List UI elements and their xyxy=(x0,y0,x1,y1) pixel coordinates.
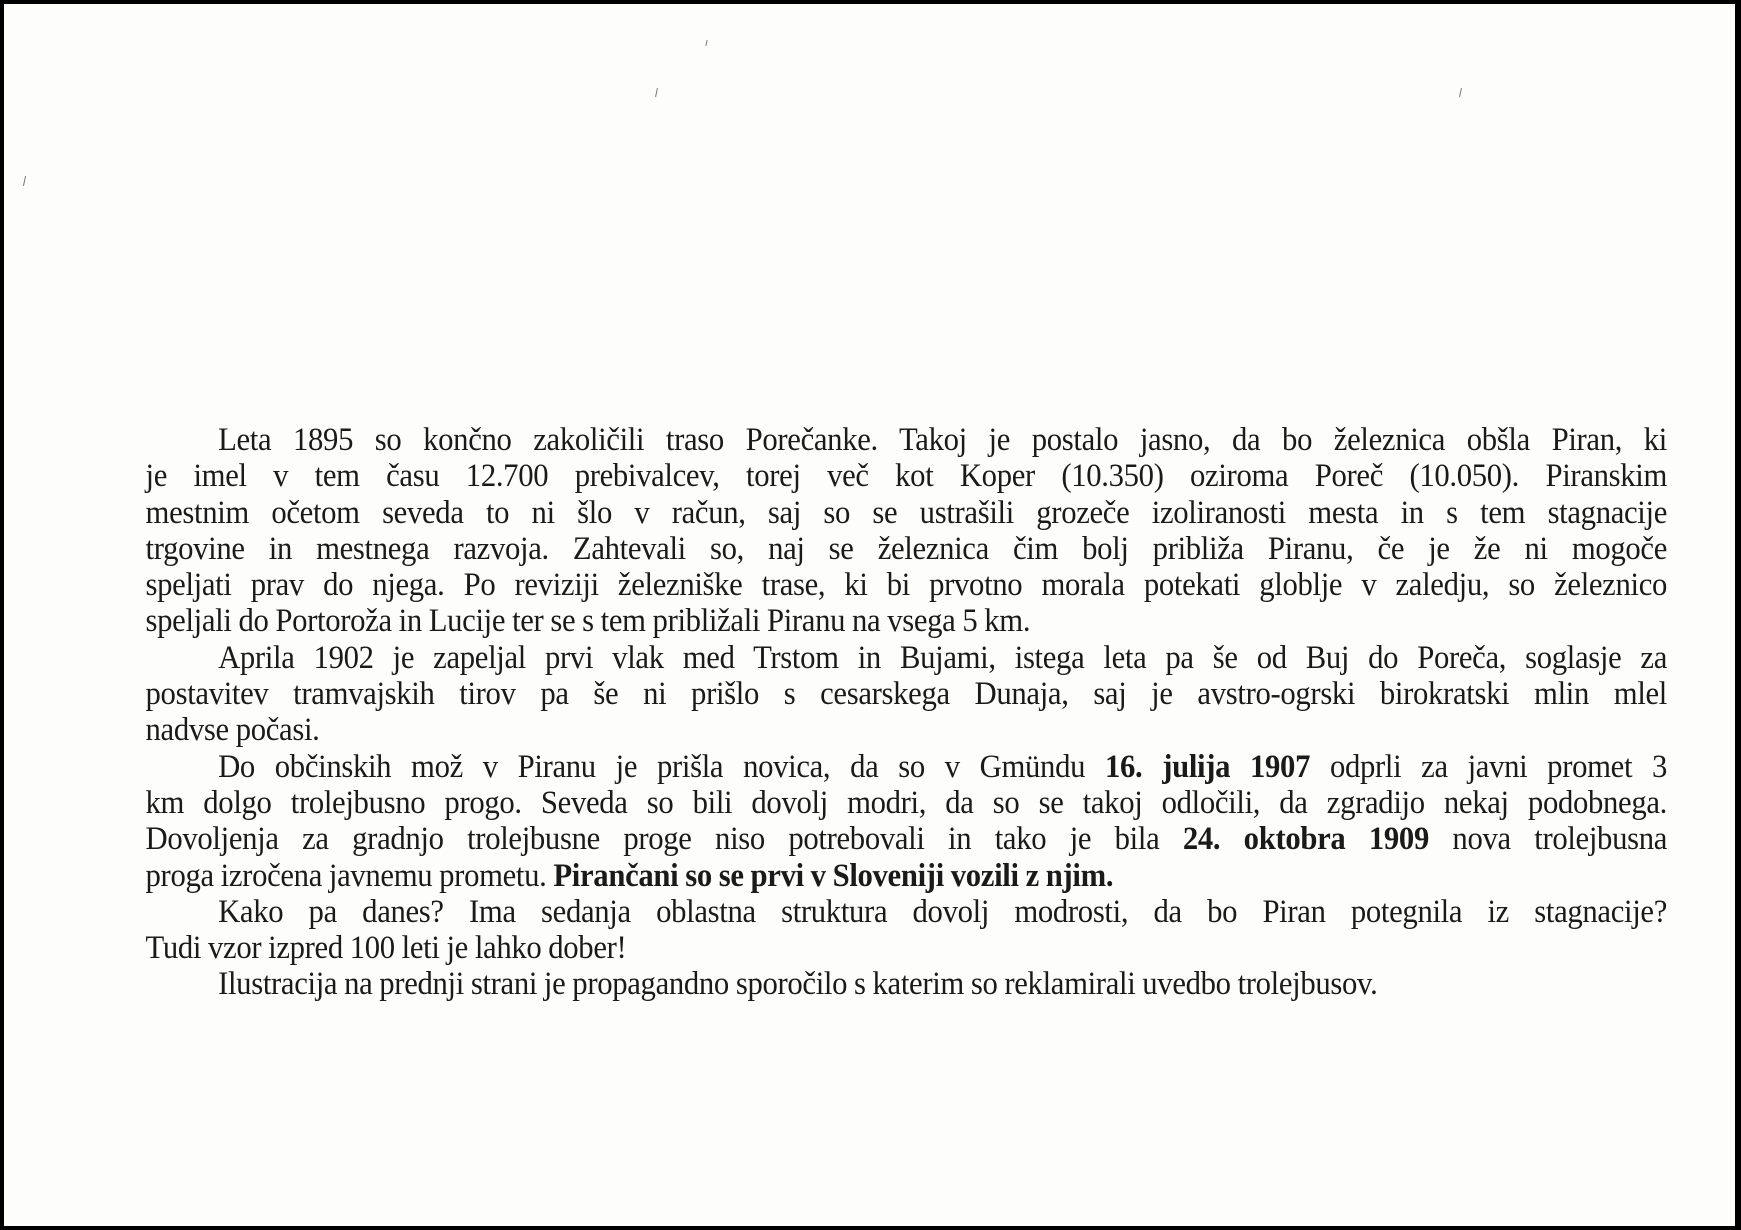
text-run: trgovine in mestnega razvoja. Zahtevali so, naj se železnica čim bolj približa Piranu, če je že ni mogoče xyxy=(145,530,1668,567)
text-line xyxy=(73,676,1667,712)
text-line xyxy=(73,749,1667,785)
text-line xyxy=(73,930,1667,966)
text-run: Dovoljenja za gradnjo trolejbusne proge niso potrebovali in tako je bila xyxy=(145,821,1183,858)
bold-text: Pirančani so se prvi v Sloveniji vozili z njim. xyxy=(553,857,1114,894)
text-run: nadvse počasi. xyxy=(145,712,320,749)
text-run: Leta 1895 so končno zakoličili traso Porečanke. Takoj je postalo jasno, da bo železnica obšla Piran, ki xyxy=(218,422,1668,458)
text-run: Tudi vzor izpred 100 leti je lahko dober! xyxy=(145,930,627,967)
text-line xyxy=(73,458,1667,494)
scan-speck xyxy=(705,40,707,46)
text-line xyxy=(73,785,1667,821)
text-run: je imel v tem času 12.700 prebivalcev, torej več kot Koper (10.350) oziroma Poreč (10.050). Piranskim xyxy=(145,458,1668,495)
text-line xyxy=(73,966,1667,1002)
text-run: proga izročena javnemu prometu. xyxy=(145,857,554,894)
text-run: Do občinskih mož v Piranu je prišla novica, da so v Gmündu xyxy=(218,748,1105,785)
text-line xyxy=(73,495,1667,531)
text-run: speljali do Portoroža in Lucije ter se s tem približali Piranu na vsega 5 km. xyxy=(145,603,1031,640)
paragraph xyxy=(73,894,1667,967)
scan-speck xyxy=(655,88,658,97)
paragraph xyxy=(73,422,1667,640)
scanned-page xyxy=(4,4,1735,1226)
text-run: nova trolejbusna xyxy=(1428,821,1668,858)
document-body xyxy=(73,422,1667,1003)
text-line xyxy=(73,603,1667,639)
text-run: km dolgo trolejbusno progo. Seveda so bili dovolj modri, da so se takoj odločili, da zgradijo nekaj podobnega. xyxy=(145,784,1668,821)
text-line xyxy=(73,422,1667,458)
text-line xyxy=(73,858,1667,894)
bold-text: 24. oktobra 1909 xyxy=(1182,821,1429,858)
text-run: postavitev tramvajskih tirov pa še ni prišlo s cesarskega Dunaja, saj je avstro-ogrski birokratski mlin mlel xyxy=(145,676,1668,713)
bold-text: 16. julija 1907 xyxy=(1104,748,1311,785)
text-run: odprli za javni promet 3 xyxy=(1310,748,1668,785)
scan-speck xyxy=(1459,88,1462,97)
text-line xyxy=(73,712,1667,748)
text-run: Kako pa danes? Ima sedanja oblastna struktura dovolj modrosti, da bo Piran potegnila iz stagnacije? xyxy=(218,893,1668,930)
text-run: Ilustracija na prednji strani je propagandno sporočilo s katerim so reklamirali uvedbo trolejbusov. xyxy=(218,966,1378,1003)
text-line xyxy=(73,640,1667,676)
text-line xyxy=(73,894,1667,930)
text-line xyxy=(73,531,1667,567)
text-line xyxy=(73,821,1667,857)
text-line xyxy=(73,567,1667,603)
scan-speck xyxy=(23,176,26,186)
paragraph xyxy=(73,749,1667,894)
paragraph xyxy=(73,640,1667,749)
text-run: Aprila 1902 je zapeljal prvi vlak med Trstom in Bujami, istega leta pa še od Buj do Poreča, soglasje za xyxy=(218,639,1668,676)
paragraph xyxy=(73,966,1667,1002)
text-run: speljati prav do njega. Po reviziji železniške trase, ki bi prvotno morala potekati globlje v zaledju, so železnico xyxy=(145,567,1668,604)
text-run: mestnim očetom seveda to ni šlo v račun, saj so se ustrašili grozeče izoliranosti mesta in s tem stagnacije xyxy=(145,494,1668,531)
